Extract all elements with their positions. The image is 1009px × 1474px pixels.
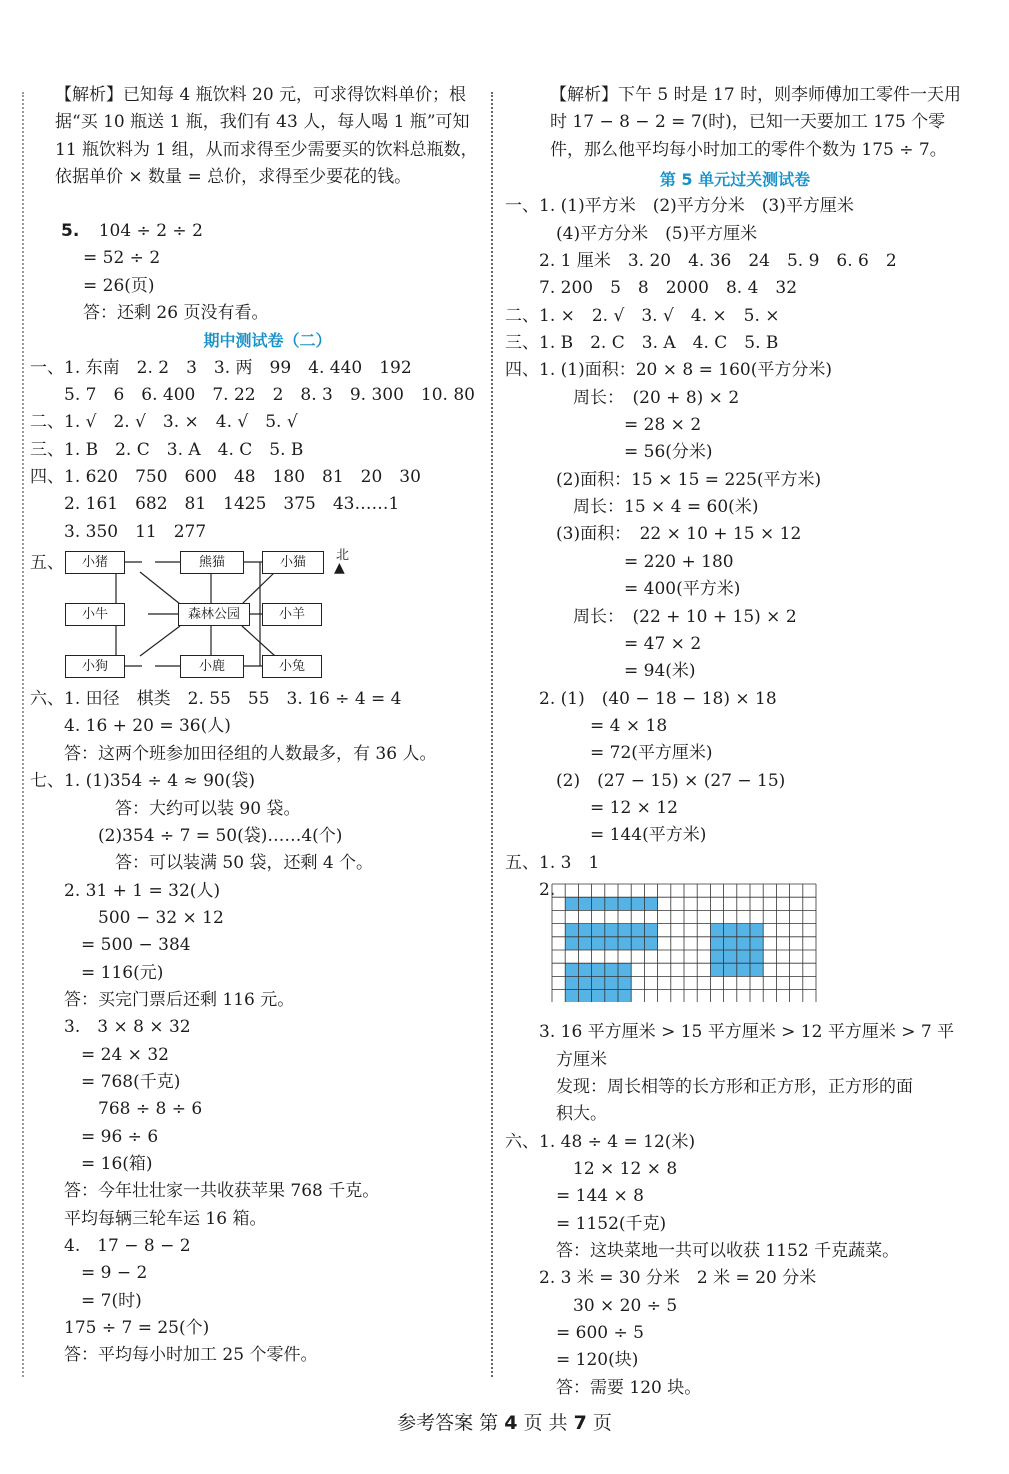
answer-line: 一、1. (1)平方米 (2)平方分米 (3)平方厘米 [505,196,854,217]
q5-line: = 26(页) [83,275,155,296]
section5-label: 五、 [30,553,64,574]
diagram-node: 小狗 [65,655,125,678]
answer-line: 2. 1 厘米 3. 20 4. 36 24 5. 9 6. 6 2 [505,251,897,272]
q5-line: 答：还剩 26 页没有看。 [83,303,269,324]
answer-line: = 7(时) [30,1290,142,1311]
north-arrow-icon: ▲ [334,560,345,577]
answer-line: 四、1. (1)面积：20 × 8 = 160(平方分米) [505,360,832,381]
answer-line: 答：今年壮壮家一共收获苹果 768 千克。 [30,1181,380,1202]
left-column [30,82,480,1370]
answer-line: 500 − 32 × 12 [30,907,224,928]
footer-text: 页 共 [523,1412,568,1434]
diagram-node: 小猫 [262,551,324,574]
answer-line: (2) (27 − 15) × (27 − 15) [505,770,786,791]
answer-line: 方厘米 [505,1049,607,1070]
footer-page-number: 4 [504,1412,518,1434]
q5-line: = 52 ÷ 2 [83,248,161,269]
answer-line: = 1152(千克) [505,1213,667,1234]
answer-line: 答：这两个班参加田径组的人数最多，有 36 人。 [30,743,437,764]
footer-total-pages: 7 [573,1412,587,1434]
q5-block [55,218,480,327]
answer-line: 答：大约可以装 90 袋。 [30,798,301,819]
answer-line: (4)平方分米 (5)平方厘米 [505,223,758,244]
section5-diagram [30,546,480,686]
answer-line: 12 × 12 × 8 [505,1159,678,1179]
answer-line: 30 × 20 ÷ 5 [505,1295,678,1316]
page-footer [0,1408,1009,1435]
answer-line: = 120(块) [505,1350,639,1371]
answer-line: 一、1. 东南 2. 2 3 3. 两 99 4. 440 192 [30,357,412,378]
answer-line: = 600 ÷ 5 [505,1323,644,1344]
answer-line: 平均每辆三轮车运 16 箱。 [30,1208,267,1229]
north-label: 北 [336,548,350,564]
answer-line: 3. 350 11 277 [30,521,207,542]
answer-line: = 96 ÷ 6 [30,1126,159,1147]
area-grid [550,882,820,1002]
q5-line: 104 ÷ 2 ÷ 2 [98,221,203,241]
answer-line: = 144 × 8 [505,1186,644,1207]
answer-line: = 28 × 2 [505,415,702,436]
answer-line: 4. 17 − 8 − 2 [30,1236,191,1256]
answer-line: 3. 3 × 8 × 32 [30,1017,191,1038]
answer-line: = 9 − 2 [30,1263,148,1284]
answer-line: 二、1. × 2. √ 3. √ 4. × 5. × [505,305,780,326]
answer-line: = 94(米) [505,661,696,682]
unit5-answers-a [505,193,965,904]
diagram-node: 小兔 [262,655,322,678]
diagram-node: 小猪 [65,551,125,574]
answer-line: 2. 31 + 1 = 32(人) [30,880,221,901]
answer-line: 答：可以装满 50 袋，还剩 4 个。 [30,853,374,874]
unit5-answers-b [505,1019,965,1402]
diagram-node: 小羊 [262,603,322,626]
q5-label: 5. [61,221,80,241]
answer-line: 周长：15 × 4 = 60(米) [505,497,759,518]
answer-line: 答：买完门票后还剩 116 元。 [30,989,295,1010]
answer-line: = 72(平方厘米) [505,743,713,764]
answer-line: 答：平均每小时加工 25 个零件。 [30,1345,318,1366]
answer-line: 积大。 [505,1104,607,1125]
answer-line: = 400(平方米) [505,579,741,600]
column-divider [491,92,493,1377]
grid-shape [565,963,631,1002]
answer-line: 三、1. B 2. C 3. A 4. C 5. B [30,439,304,460]
midterm-answers-a [30,355,480,546]
area-grid-wrap [505,904,965,1019]
answer-line: (3)面积： 22 × 10 + 15 × 12 [505,524,802,545]
answer-line: 2. [505,879,556,900]
diagram-node: 小牛 [65,603,125,626]
footer-text: 页 [592,1412,612,1434]
diagram-node: 熊猫 [180,551,244,574]
footer-text: 参考答案 第 [397,1412,499,1434]
answer-line: 答：这块菜地一共可以收获 1152 千克蔬菜。 [505,1241,900,1262]
answer-line: = 16(箱) [30,1153,153,1174]
answer-line: 3. 16 平方厘米 > 15 平方厘米 > 12 平方厘米 > 7 平 [505,1022,955,1043]
answer-line: = 4 × 18 [505,715,668,736]
answer-line: = 24 × 32 [30,1044,169,1065]
answer-line: 7. 200 5 8 2000 8. 4 32 [505,278,798,299]
answer-line: 六、1. 田径 棋类 2. 55 55 3. 16 ÷ 4 = 4 [30,689,402,710]
answer-line: 175 ÷ 7 = 25(个) [30,1318,210,1339]
diagram-node: 小鹿 [180,655,244,678]
answer-line: 周长： (20 + 8) × 2 [505,387,740,408]
answer-line: (2)354 ÷ 7 = 50(袋)……4(个) [30,825,343,846]
answer-line: 二、1. √ 2. √ 3. × 4. √ 5. √ [30,412,298,433]
answer-line: 答：需要 120 块。 [505,1377,702,1398]
answer-line: = 116(元) [30,962,164,983]
grid-shape [565,897,657,910]
analysis-text-2: 【解析】下午 5 时是 17 时，则李师傅加工零件一天用时 17 − 8 − 2 = 7(时)，已知一天要加工 175 个零件，那么他平均每小时加工的零件个数为 175 ÷ 7。 [550,85,962,160]
answer-line: = 144(平方米) [505,825,707,846]
answer-line: 六、1. 48 ÷ 4 = 12(米) [505,1131,696,1152]
section-heading-midterm: 期中测试卷（二） [203,331,332,351]
answer-line: = 56(分米) [505,442,713,463]
answer-line: 768 ÷ 8 ÷ 6 [30,1099,203,1120]
page-edge-line [22,92,24,1377]
answer-line: 5. 7 6 6. 400 7. 22 2 8. 3 9. 300 10. 80 [30,385,475,406]
midterm-answers-b [30,686,480,1370]
answer-line: 七、1. (1)354 ÷ 4 ≈ 90(袋) [30,771,255,792]
answer-line: 三、1. B 2. C 3. A 4. C 5. B [505,333,779,354]
answer-line: 四、1. 620 750 600 48 180 81 20 30 [30,467,421,488]
answer-line: = 220 + 180 [505,551,734,572]
answer-line: 五、1. 3 1 [505,852,600,873]
section-heading-unit5: 第 5 单元过关测试卷 [659,170,811,189]
analysis-text-1: 【解析】已知每 4 瓶饮料 20 元，可求得饮料单价；根据“买 10 瓶送 1 瓶，我们有 43 人，每人喝 1 瓶”可知 11 瓶饮料为 1 组，从而求得至少需要买的饮料总瓶数，依据单价 × 数量 = 总价，求得至少要花的钱。 [55,85,478,188]
answer-line: = 768(千克) [30,1071,181,1092]
answer-line: = 47 × 2 [505,633,702,654]
answer-line: 4. 16 + 20 = 36(人) [30,716,231,737]
diagram-node: 森林公园 [178,603,250,626]
answer-line: 2. (1) (40 − 18 − 18) × 18 [505,688,777,709]
right-column [505,82,965,1402]
answer-line: 2. 161 682 81 1425 375 43……1 [30,494,400,515]
answer-line: = 500 − 384 [30,935,191,956]
answer-line: 发现：周长相等的长方形和正方形，正方形的面 [505,1076,913,1097]
answer-line: (2)面积：15 × 15 = 225(平方米) [505,469,822,490]
answer-line: 2. 3 米 = 30 分米 2 米 = 20 分米 [505,1268,817,1289]
answer-line: = 12 × 12 [505,797,678,818]
answer-line: 周长： (22 + 10 + 15) × 2 [505,606,797,627]
